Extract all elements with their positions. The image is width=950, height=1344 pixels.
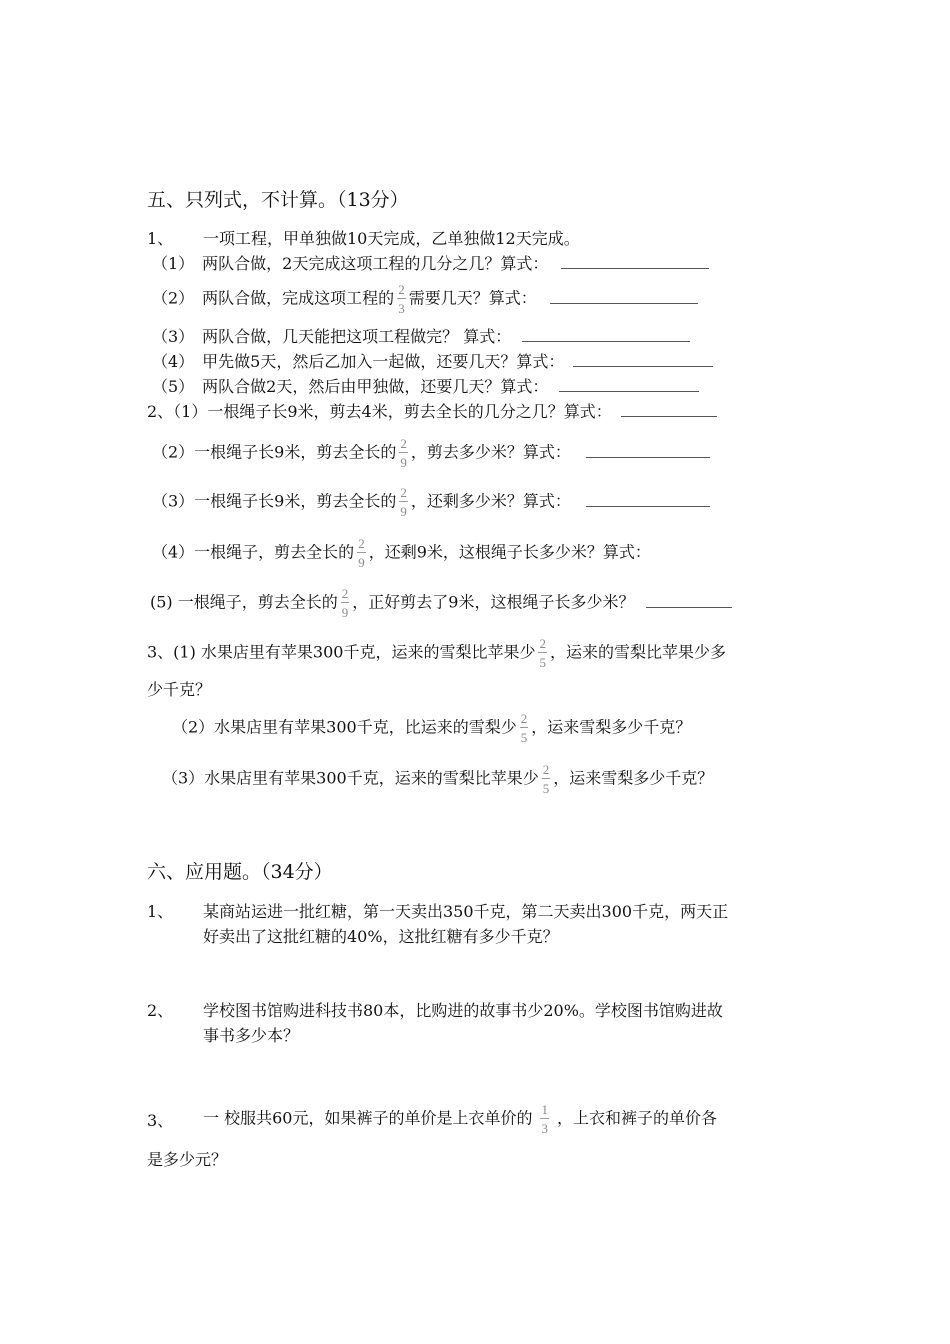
fraction-numerator: 2 [542,762,550,777]
answer-blank[interactable] [559,377,699,392]
answer-blank[interactable] [550,289,698,304]
subquestion [152,537,651,569]
subquestion-text: ，运来的雪梨比苹果少多 [549,642,726,662]
question-number: 3、 [147,1111,174,1130]
subquestion-text: （3）水果店里有苹果300千克，运来的雪梨比苹果少 [162,768,539,788]
question-line: 学校图书馆购进科技书80本，比购进的故事书少20%。学校图书馆购进故 [203,1001,723,1020]
subquestion [152,254,709,274]
fraction-denominator: 9 [358,555,365,570]
subquestion-text: （1） 两队合做，2天完成这项工程的几分之几？算式： [152,254,549,273]
subquestion-text: （5） 两队合做2天，然后由甲独做，还要几天？算式： [152,377,549,396]
subquestion-text: （3） 两队合做，几天能把这项工程做完？ 算式： [152,327,512,346]
question-line: 事书多少本？ [203,1026,300,1045]
subquestion-text: （2）水果店里有苹果300千克，比运来的雪梨少 [172,717,517,737]
fraction-denominator: 9 [341,605,349,620]
subquestion [152,486,710,518]
section5-title: 五、只列式，不计算。（13分） [147,189,409,211]
subquestion-text: ，正好剪去了9米，这根绳子长多少米？ [352,592,635,612]
subquestion [152,377,699,397]
subquestion [152,352,713,372]
subquestion-text: ，还剩多少米？算式： [410,491,571,511]
fraction [538,637,547,669]
fraction [520,712,529,744]
subquestion-text: ，运来雪梨多少千克？ [553,768,714,788]
question-number: 1、 [147,902,174,921]
fraction-denominator: 9 [400,455,407,470]
question-number: 2、 [147,1001,174,1020]
subquestion [152,283,698,315]
question-text: ，上衣和裤子的单价各 [556,1108,717,1128]
subquestion-text: 2、（1）一根绳子长9米，剪去4米，剪去全长的几分之几？算式： [147,402,612,421]
fraction-denominator: 3 [398,301,405,316]
subquestion [152,437,710,469]
subquestion [172,712,691,744]
subquestion-text: (5) 一根绳子，剪去全长的 [150,592,338,612]
subquestion-text: ，还剩9米，这根绳子长多少米？算式： [368,542,651,562]
subquestion-text: ，剪去多少米？算式： [410,442,571,462]
question-stem: 一项工程，甲单独做10天完成，乙单独做12天完成。 [203,229,580,248]
fraction [341,587,350,619]
fraction-denominator: 5 [539,655,546,670]
answer-blank[interactable] [586,443,710,458]
subquestion-continuation: 少千克？ [147,680,212,699]
subquestion-text: （2） 两队合做，完成这项工程的 [152,288,395,308]
question-line: 是多少元？ [147,1150,228,1169]
fraction-numerator: 1 [541,1102,548,1117]
question-text: 一 校服共60元，如果裤子的单价是上衣单价的 [203,1108,533,1128]
answer-blank[interactable] [621,402,717,417]
question-line: 好卖出了这批红糖的40%，这批红糖有多少千克？ [203,927,559,946]
subquestion [152,327,690,347]
fraction-numerator: 2 [539,636,546,651]
fraction [540,1103,549,1135]
subquestion-text: （2）一根绳子长9米，剪去全长的 [152,442,397,462]
subquestion [147,402,717,422]
question-line [203,1103,717,1135]
subquestion-text: （4） 甲先做5天，然后乙加入一起做，还要几天？算式： [152,352,565,371]
subquestion [162,763,713,795]
section6-title: 六、应用题。（34分） [147,861,333,883]
subquestion-text: 3、(1) 水果店里有苹果300千克，运来的雪梨比苹果少 [147,642,536,662]
question-line: 某商站运进一批红糖，第一天卖出350千克，第二天卖出300千克，两天正 [203,902,729,921]
subquestion-text: ，运来雪梨多少千克？ [531,717,692,737]
answer-blank[interactable] [646,593,732,608]
fraction-numerator: 2 [400,485,407,500]
answer-blank[interactable] [561,254,709,269]
subquestion [147,637,726,669]
answer-blank[interactable] [522,327,690,342]
answer-blank[interactable] [586,492,710,507]
answer-blank[interactable] [573,352,713,367]
question-number: 1、 [147,229,174,248]
fraction-numerator: 2 [358,536,365,551]
subquestion-text: （3）一根绳子长9米，剪去全长的 [152,491,397,511]
fraction-numerator: 2 [400,436,407,451]
fraction-denominator: 5 [542,781,550,796]
fraction-numerator: 2 [341,586,349,601]
fraction [357,537,366,569]
fraction-denominator: 3 [541,1121,548,1136]
fraction [399,437,408,469]
subquestion-text: （4）一根绳子，剪去全长的 [152,542,355,562]
fraction [397,283,406,315]
fraction-denominator: 9 [400,504,407,519]
subquestion-text: 需要几天？算式： [408,288,537,308]
subquestion [150,587,732,619]
fraction [542,763,551,795]
fraction-numerator: 2 [520,711,528,726]
fraction-numerator: 2 [398,282,405,297]
fraction-denominator: 5 [520,730,528,745]
fraction [399,486,408,518]
